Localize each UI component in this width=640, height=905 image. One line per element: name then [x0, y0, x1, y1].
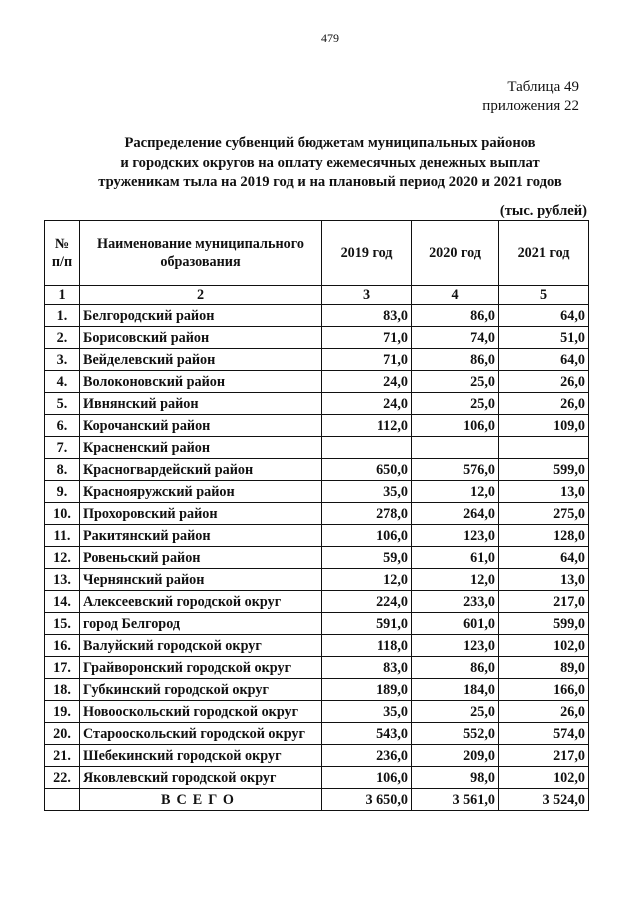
- value-2021: 599,0: [499, 613, 589, 635]
- table-row: [45, 305, 589, 327]
- value-2020: 25,0: [412, 701, 499, 723]
- value-2021: 26,0: [499, 371, 589, 393]
- table-row: [45, 437, 589, 459]
- municipality-name: Вейделевский район: [80, 349, 322, 371]
- column-number: 3: [322, 286, 412, 305]
- table-row: [45, 591, 589, 613]
- municipality-name: Ракитянский район: [80, 525, 322, 547]
- municipality-name: Волоконовский район: [80, 371, 322, 393]
- value-2019: [322, 437, 412, 459]
- municipality-name: Валуйский городской округ: [80, 635, 322, 657]
- value-2021: 13,0: [499, 569, 589, 591]
- table-row: [45, 481, 589, 503]
- value-2021: [499, 437, 589, 459]
- row-number: 7.: [45, 437, 80, 459]
- value-2020: 86,0: [412, 349, 499, 371]
- value-2019: 24,0: [322, 371, 412, 393]
- value-2021: 217,0: [499, 591, 589, 613]
- table-row: [45, 459, 589, 481]
- value-2020: 184,0: [412, 679, 499, 701]
- value-2019: 35,0: [322, 481, 412, 503]
- row-number: 1.: [45, 305, 80, 327]
- municipality-name: Алексеевский городской округ: [80, 591, 322, 613]
- row-number: 14.: [45, 591, 80, 613]
- value-2021: 13,0: [499, 481, 589, 503]
- value-2021: 64,0: [499, 305, 589, 327]
- value-2021: 102,0: [499, 767, 589, 789]
- table-row: [45, 415, 589, 437]
- municipality-name: Старооскольский городской округ: [80, 723, 322, 745]
- total-2020: 3 561,0: [412, 789, 499, 811]
- value-2019: 83,0: [322, 657, 412, 679]
- units-label: (тыс. рублей): [499, 203, 587, 219]
- value-2020: 209,0: [412, 745, 499, 767]
- row-number: 5.: [45, 393, 80, 415]
- header-2021: 2021 год: [499, 221, 589, 286]
- value-2019: 71,0: [322, 327, 412, 349]
- value-2020: 74,0: [412, 327, 499, 349]
- value-2021: 51,0: [499, 327, 589, 349]
- value-2020: [412, 437, 499, 459]
- municipality-name: Борисовский район: [80, 327, 322, 349]
- value-2020: 12,0: [412, 569, 499, 591]
- table-row: [45, 679, 589, 701]
- table-ref-line1: Таблица 49: [507, 79, 579, 95]
- row-number: 19.: [45, 701, 80, 723]
- value-2019: 106,0: [322, 767, 412, 789]
- table-row: [45, 349, 589, 371]
- header-2020: 2020 год: [412, 221, 499, 286]
- row-number: 2.: [45, 327, 80, 349]
- value-2019: 650,0: [322, 459, 412, 481]
- value-2021: 599,0: [499, 459, 589, 481]
- municipality-name: Губкинский городской округ: [80, 679, 322, 701]
- table-row: [45, 547, 589, 569]
- header-num: № п/п: [45, 221, 80, 286]
- row-number: 16.: [45, 635, 80, 657]
- municipality-name: Новооскольский городской округ: [80, 701, 322, 723]
- value-2021: 102,0: [499, 635, 589, 657]
- municipality-name: Ивнянский район: [80, 393, 322, 415]
- value-2020: 552,0: [412, 723, 499, 745]
- value-2020: 98,0: [412, 767, 499, 789]
- header-name: Наименование муниципального образования: [80, 221, 322, 286]
- value-2019: 71,0: [322, 349, 412, 371]
- municipality-name: Краснояружский район: [80, 481, 322, 503]
- column-number: 4: [412, 286, 499, 305]
- municipality-name: Красненский район: [80, 437, 322, 459]
- municipality-name: Белгородский район: [80, 305, 322, 327]
- page-number: 479: [321, 31, 339, 45]
- value-2020: 233,0: [412, 591, 499, 613]
- table-row: [45, 525, 589, 547]
- column-number: 5: [499, 286, 589, 305]
- subsidy-table: [44, 220, 589, 811]
- value-2019: 59,0: [322, 547, 412, 569]
- value-2020: 576,0: [412, 459, 499, 481]
- row-number: 12.: [45, 547, 80, 569]
- value-2021: 275,0: [499, 503, 589, 525]
- total-2021: 3 524,0: [499, 789, 589, 811]
- municipality-name: город Белгород: [80, 613, 322, 635]
- municipality-name: Корочанский район: [80, 415, 322, 437]
- value-2021: 64,0: [499, 547, 589, 569]
- row-number: 11.: [45, 525, 80, 547]
- row-number: 13.: [45, 569, 80, 591]
- value-2019: 83,0: [322, 305, 412, 327]
- value-2019: 543,0: [322, 723, 412, 745]
- table-row: [45, 701, 589, 723]
- value-2019: 591,0: [322, 613, 412, 635]
- value-2019: 189,0: [322, 679, 412, 701]
- table-body: [45, 305, 589, 789]
- column-number: 1: [45, 286, 80, 305]
- table-row: [45, 503, 589, 525]
- table-reference: [482, 78, 579, 116]
- table-row: [45, 569, 589, 591]
- title-line1: Распределение субвенций бюджетам муниципальных районов: [124, 135, 536, 151]
- value-2020: 25,0: [412, 371, 499, 393]
- value-2021: 109,0: [499, 415, 589, 437]
- row-number: 9.: [45, 481, 80, 503]
- value-2020: 86,0: [412, 305, 499, 327]
- total-label: ВСЕГО: [80, 789, 322, 811]
- value-2020: 123,0: [412, 525, 499, 547]
- value-2019: 278,0: [322, 503, 412, 525]
- value-2019: 24,0: [322, 393, 412, 415]
- value-2020: 106,0: [412, 415, 499, 437]
- municipality-name: Чернянский район: [80, 569, 322, 591]
- value-2019: 12,0: [322, 569, 412, 591]
- table-row: [45, 767, 589, 789]
- value-2020: 25,0: [412, 393, 499, 415]
- value-2020: 264,0: [412, 503, 499, 525]
- value-2019: 224,0: [322, 591, 412, 613]
- row-number: 6.: [45, 415, 80, 437]
- row-number: 21.: [45, 745, 80, 767]
- title-line3: труженикам тыла на 2019 год и на плановый период 2020 и 2021 годов: [98, 174, 562, 190]
- value-2021: 217,0: [499, 745, 589, 767]
- table-header-row: [45, 221, 589, 286]
- table-row: [45, 393, 589, 415]
- municipality-name: Ровеньский район: [80, 547, 322, 569]
- value-2021: 574,0: [499, 723, 589, 745]
- row-number: 15.: [45, 613, 80, 635]
- municipality-name: Грайворонский городской округ: [80, 657, 322, 679]
- row-number: 4.: [45, 371, 80, 393]
- row-number: 10.: [45, 503, 80, 525]
- municipality-name: Яковлевский городской округ: [80, 767, 322, 789]
- value-2020: 123,0: [412, 635, 499, 657]
- value-2019: 236,0: [322, 745, 412, 767]
- total-row: [45, 789, 589, 811]
- table-row: [45, 327, 589, 349]
- value-2021: 89,0: [499, 657, 589, 679]
- value-2021: 26,0: [499, 701, 589, 723]
- value-2019: 118,0: [322, 635, 412, 657]
- value-2021: 64,0: [499, 349, 589, 371]
- table-row: [45, 745, 589, 767]
- table-ref-line2: приложения 22: [482, 98, 579, 114]
- table-row: [45, 635, 589, 657]
- table-row: [45, 613, 589, 635]
- value-2020: 61,0: [412, 547, 499, 569]
- value-2019: 112,0: [322, 415, 412, 437]
- value-2019: 35,0: [322, 701, 412, 723]
- header-2019: 2019 год: [322, 221, 412, 286]
- municipality-name: Прохоровский район: [80, 503, 322, 525]
- row-number: 3.: [45, 349, 80, 371]
- row-number: 17.: [45, 657, 80, 679]
- row-number: 18.: [45, 679, 80, 701]
- row-number: 8.: [45, 459, 80, 481]
- table-row: [45, 657, 589, 679]
- document-title: [40, 134, 620, 193]
- value-2021: 128,0: [499, 525, 589, 547]
- value-2021: 166,0: [499, 679, 589, 701]
- column-number: 2: [80, 286, 322, 305]
- column-number-row: [45, 286, 589, 305]
- value-2020: 601,0: [412, 613, 499, 635]
- row-number: 22.: [45, 767, 80, 789]
- value-2020: 86,0: [412, 657, 499, 679]
- total-2019: 3 650,0: [322, 789, 412, 811]
- table-row: [45, 723, 589, 745]
- title-line2: и городских округов на оплату ежемесячных денежных выплат: [120, 154, 540, 171]
- value-2020: 12,0: [412, 481, 499, 503]
- row-number: 20.: [45, 723, 80, 745]
- municipality-name: Красногвардейский район: [80, 459, 322, 481]
- value-2021: 26,0: [499, 393, 589, 415]
- value-2019: 106,0: [322, 525, 412, 547]
- table-row: [45, 371, 589, 393]
- municipality-name: Шебекинский городской округ: [80, 745, 322, 767]
- total-num-cell: [45, 789, 80, 811]
